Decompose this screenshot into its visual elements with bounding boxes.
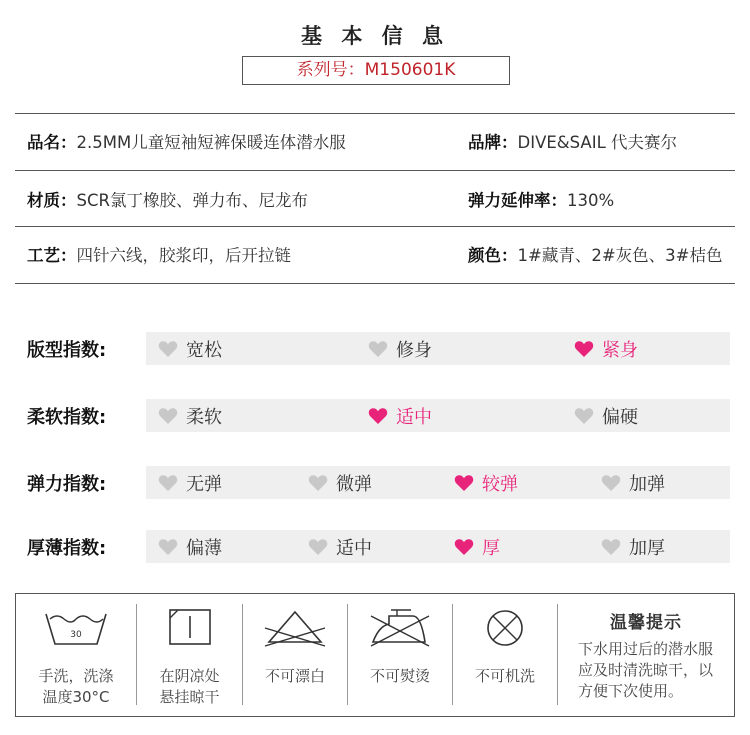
- heart-icon: [158, 538, 178, 556]
- heart-icon: [368, 407, 388, 425]
- heart-icon: [158, 474, 178, 492]
- elasticity-option-slight: 微弹: [308, 466, 372, 499]
- elastic-value: 130%: [567, 191, 615, 210]
- elasticity-index-bar: [146, 466, 730, 499]
- divider: [15, 283, 735, 284]
- color-label: 颜色：: [468, 246, 518, 265]
- brand-label: 品牌：: [468, 133, 518, 152]
- elasticity-index-row: [0, 466, 750, 499]
- care-item-line-dry: [137, 594, 242, 715]
- softness-index-bar: [146, 399, 730, 432]
- tips-text: 下水用过后的潜水服应及时清洗晾干，以方便下次使用。: [578, 640, 714, 700]
- material-value: SCR氯丁橡胶、弹力布、尼龙布: [76, 191, 308, 210]
- product-name-value: 2.5MM儿童短袖短裤保暖连体潜水服: [76, 133, 346, 152]
- softness-index-label: 柔软指数:: [27, 407, 107, 428]
- heart-icon: [601, 538, 621, 556]
- care-instructions-box: [15, 593, 735, 717]
- section-title: 基 本 信 息: [301, 24, 449, 48]
- heart-icon: [574, 407, 594, 425]
- fit-index-label: 版型指数:: [27, 340, 107, 361]
- craft-value: 四针六线，胶浆印，后开拉链: [76, 246, 291, 265]
- fit-option-tight: 紧身: [574, 332, 638, 365]
- heart-icon: [158, 407, 178, 425]
- softness-option-medium: 适中: [368, 399, 432, 432]
- heart-icon: [454, 474, 474, 492]
- care-item-hand-wash: [16, 594, 136, 715]
- material-label: 材质：: [27, 191, 77, 210]
- care-item-no-machine-wash: [453, 594, 557, 715]
- thickness-option-medium: 适中: [308, 530, 372, 563]
- thickness-index-row: [0, 530, 750, 563]
- hand-wash-30-icon: [43, 608, 109, 648]
- thickness-option-thin: 偏薄: [158, 530, 222, 563]
- line-dry-shade-icon: [168, 608, 212, 646]
- brand-value: DIVE&SAIL 代夫赛尔: [517, 133, 678, 152]
- heart-icon: [158, 340, 178, 358]
- softness-option-hard: 偏硬: [574, 399, 638, 432]
- care-text-hand-wash: 手洗，洗涤 温度30°C: [38, 667, 114, 706]
- color-value: 1#藏青、2#灰色、3#桔色: [517, 246, 723, 265]
- softness-option-soft: 柔软: [158, 399, 222, 432]
- divider: [15, 226, 735, 227]
- thickness-option-extra-thick: 加厚: [601, 530, 665, 563]
- tips-title: 温馨提示: [610, 613, 682, 633]
- fit-option-slim: 修身: [368, 332, 432, 365]
- no-machine-wash-icon: [483, 608, 527, 648]
- divider: [15, 170, 735, 171]
- divider: [15, 113, 735, 114]
- product-name-label: 品名：: [27, 133, 77, 152]
- elasticity-option-good: 较弹: [454, 466, 518, 499]
- heart-icon: [308, 474, 328, 492]
- heart-icon: [454, 538, 474, 556]
- care-item-no-iron: [348, 594, 452, 715]
- fit-option-loose: 宽松: [158, 332, 222, 365]
- elasticity-index-label: 弹力指数:: [27, 474, 107, 495]
- elasticity-option-extra: 加弹: [601, 466, 665, 499]
- no-bleach-icon: [263, 608, 327, 648]
- care-text-no-machine-wash: 不可机洗: [474, 667, 535, 685]
- care-text-line-dry: 在阴凉处 悬挂晾干: [159, 667, 220, 706]
- no-iron-icon: [367, 608, 433, 648]
- elastic-label: 弹力延伸率：: [468, 191, 567, 210]
- fit-index-row: [0, 332, 750, 365]
- craft-label: 工艺：: [27, 246, 77, 265]
- softness-index-row: [0, 399, 750, 432]
- care-item-no-bleach: [243, 594, 347, 715]
- thickness-index-bar: [146, 530, 730, 563]
- heart-icon: [368, 340, 388, 358]
- thickness-option-thick: 厚: [454, 530, 500, 563]
- thickness-index-label: 厚薄指数:: [27, 538, 107, 559]
- heart-icon: [308, 538, 328, 556]
- heart-icon: [574, 340, 594, 358]
- care-tips: [558, 594, 734, 715]
- heart-icon: [601, 474, 621, 492]
- fit-index-bar: [146, 332, 730, 365]
- care-text-no-bleach: 不可漂白: [264, 667, 325, 685]
- elasticity-option-none: 无弹: [158, 466, 222, 499]
- series-number: 系列号：M150601K: [242, 56, 510, 85]
- svg-text:30: 30: [70, 630, 82, 640]
- care-text-no-iron: 不可熨烫: [369, 667, 430, 685]
